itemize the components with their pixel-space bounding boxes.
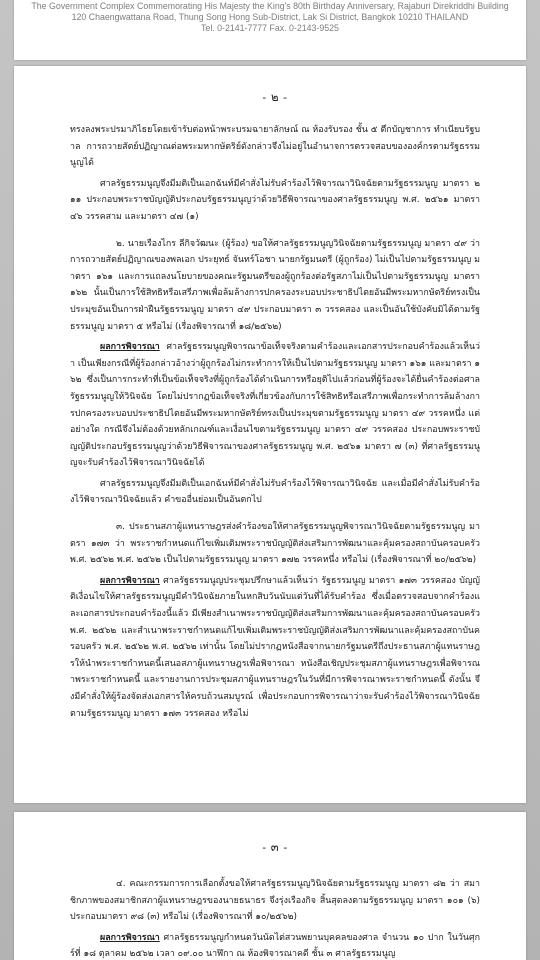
letterhead-line-2: 120 Chaengwattana Road, Thung Song Hong Sub-District, Lak Si District, Bangkok 10210 THAILAND (71, 12, 469, 22)
page-number: - ๓ - (262, 840, 288, 854)
document-page-2 (14, 66, 526, 803)
item-2-text: ๒. นายเรืองไกร ลีกิจวัฒนะ (ผู้ร้อง) ขอให้ศาลรัฐธรรมนูญวินิจฉัยตามรัฐธรรมนูญ มาตรา ๔๙ ว่า การถวายสัตย์ปฏิญาณของพลเอก ประยุทธ์ จันทร์โอชา นายกรัฐมนตรี (ผู้ถูกร้อง) ไม่เป็นไปตามรัฐธรรมนูญ มาตรา ๑๖๑ และการแถลงนโยบายของคณะรัฐมนตรีของผู้ถูกร้องต่อรัฐสภาไม่เป็นไปตามรัฐธรรมนูญ มาตรา ๑๖๒ นั้นเป็นการใช้สิทธิหรือเสรีภาพเพื่อล้มล้างการปกครองระบอบประชาธิปไตยอันมีพระมหากษัตริย์ทรงเป็นประมุขอันเป็นการฝ่าฝืนรัฐธรรมนูญ มาตรา ๔๙ ประกอบมาตรา ๓ วรรคสอง และเป็นอันใช้บังคับมิได้ตามรัฐธรรมนูญ มาตรา ๕ หรือไม่ (เรื่องพิจารณาที่ ๑๘/๒๕๖๒) (70, 238, 480, 332)
letterhead-line-1: The Government Complex Commemorating His Majesty the King's 80th Birthday Anniversary, Rajaburi Direkriddhi Building (31, 1, 509, 11)
item-1-decision: ศาลรัฐธรรมนูญจึงมีมติเป็นเอกฉันท์มีคำสั่งไม่รับคำร้องไว้พิจารณาวินิจฉัยตามรัฐธรรมนูญ มาตรา ๒๑๑ ประกอบพระราชบัญญัติประกอบรัฐธรรมนูญว่าด้วยวิธีพิจารณาของศาลรัฐธรรมนูญ พ.ศ. ๒๕๖๑ มาตรา ๔๖ วรรคสาม และมาตรา ๔๗ (๑) (70, 178, 480, 222)
item-2-result (70, 339, 480, 472)
item-3-result-body: ศาลรัฐธรรมนูญประชุมปรึกษาแล้วเห็นว่า รัฐธรรมนูญ มาตรา ๑๗๓ วรรคสอง บัญญัติเงื่อนไขให้ศาลรัฐธรรมนูญมีคำวินิจฉัยภายในหกสิบวันนับแต่วันที่ได้รับคำร้อง ซึ่งเมื่อตรวจสอบจากคำร้องและเอกสารประกอบคำร้องนี้แล้ว มีเพียงสำเนาพระราชบัญญัติส่งเสริมการพัฒนาและคุ้มครองสถาบันครอบครัว พ.ศ. ๒๕๖๒ และสำเนาพระราชกำหนดแก้ไขเพิ่มเติมพระราชบัญญัติส่งเสริมการพัฒนาและคุ้มครองสถาบันครอบครัว พ.ศ. ๒๕๖๒ พ.ศ. ๒๕๖๒ เท่านั้น โดยไม่ปรากฏหนังสือจากนายกรัฐมนตรีถึงประธานสภาผู้แทนราษฎรให้นำพระราชกำหนดนี้เสนอสภาผู้แทนราษฎรเพื่อพิจารณา หนังสือเชิญประชุมสภาผู้แทนราษฎรเพื่อพิจารณาพระราชกำหนดนี้ และรายงานการประชุมสภาผู้แทนราษฎรในวันที่มีการพิจารณาพระราชกำหนดนี้ ดังนั้น จึงมีคำสั่งให้ผู้ร้องจัดส่งเอกสารให้ครบถ้วนสมบูรณ์ เพื่อประกอบการพิจารณาว่าจะรับคำร้องไว้พิจารณาวินิจฉัยตามรัฐธรรมนูญ มาตรา ๑๗๓ วรรคสอง หรือไม่ (70, 575, 480, 719)
item-4-text: ๔. คณะกรรมการการเลือกตั้งขอให้ศาลรัฐธรรมนูญวินิจฉัยตามรัฐธรรมนูญ มาตรา ๘๒ ว่า สมาชิกภาพของสมาชิกสภาผู้แทนราษฎรของนายธนาธร จึงรุ่งเรืองกิจ สิ้นสุดลงตามรัฐธรรมนูญ มาตรา ๑๐๑ (๖) ประกอบมาตรา ๙๘ (๓) หรือไม่ (เรื่องพิจารณาที่ ๑๐/๒๕๖๒) (70, 879, 480, 923)
page-number: - ๒ - (262, 90, 288, 104)
item-4-result-heading: ผลการพิจารณา (100, 932, 160, 943)
document-page-3 (14, 812, 526, 960)
letterhead-line-3: Tel. 0-2141-7777 Fax. 0-2143-9525 (201, 23, 339, 33)
item-4-result-body: ศาลรัฐธรรมนูญกำหนดวันนัดไต่สวนพยานบุคคลของศาล จำนวน ๑๐ ปาก ในวันศุกร์ที่ ๑๘ ตุลาคม ๒๕๖๒ เวลา ๐๙.๐๐ นาฬิกา ณ ห้องพิจารณาคดี ชั้น ๓ ศาลรัฐธรรมนูญ (70, 932, 480, 960)
item-2-result-heading: ผลการพิจารณา (100, 342, 160, 353)
letterhead (14, 0, 526, 34)
item-2-result-body: ศาลรัฐธรรมนูญพิจารณาข้อเท็จจริงตามคำร้องและเอกสารประกอบคำร้องแล้วเห็นว่า เป็นเพียงกรณีที่ผู้ร้องกล่าวอ้างว่าผู้ถูกร้องไม่กระทำการให้เป็นไปตามรัฐธรรมนูญ มาตรา ๑๖๑ และมาตรา ๑๖๒ ซึ่งเป็นการกระทำที่เป็นข้อเท็จจริงที่ผู้ถูกร้องได้ดำเนินการหรือยุติไปแล้วก่อนที่ผู้ร้องจะได้ยื่นคำร้องต่อศาลรัฐธรรมนูญให้วินิจฉัย โดยไม่ปรากฏข้อเท็จจริงที่เกี่ยวข้องกับการใช้สิทธิหรือเสรีภาพเพื่อกระทำการล้มล้างการปกครองระบอบประชาธิปไตยอันมีพระมหากษัตริย์ทรงเป็นประมุขตามรัฐธรรมนูญ มาตรา ๔๙ วรรคหนึ่ง แต่อย่างใด กรณีจึงไม่ต้องด้วยหลักเกณฑ์และเงื่อนไขตามรัฐธรรมนูญ มาตรา ๔๙ วรรคสอง ประกอบพระราชบัญญัติประกอบรัฐธรรมนูญว่าด้วยวิธีพิจารณาของศาลรัฐธรรมนูญ พ.ศ. ๒๕๖๑ มาตรา ๗ (๓) ที่ศาลรัฐธรรมนูญจะรับคำร้องไว้พิจารณาวินิจฉัยได้ (70, 342, 480, 469)
item-2-decision: ศาลรัฐธรรมนูญจึงมีมติเป็นเอกฉันท์มีคำสั่งไม่รับคำร้องไว้พิจารณาวินิจฉัย และเมื่อมีคำสั่งไม่รับคำร้องไว้พิจารณาวินิจฉัยแล้ว คำขออื่นย่อมเป็นอันตกไป (70, 478, 480, 506)
item-1-continuation: ทรงลงพระปรมาภิไธยโดยเข้ารับต่อหน้าพระบรมฉายาลักษณ์ ณ ห้องรับรอง ชั้น ๕ ตึกบัญชาการ ทำเนียบรัฐบาล การถวายสัตย์ปฏิญาณต่อพระมหากษัตริย์ดังกล่าวจึงไม่อยู่ในอำนาจการตรวจสอบขององค์กรตามรัฐธรรมนูญได้ (70, 125, 480, 169)
item-3-text: ๓. ประธานสภาผู้แทนราษฎรส่งคำร้องขอให้ศาลรัฐธรรมนูญพิจารณาวินิจฉัยตามรัฐธรรมนูญ มาตรา ๑๗๓ ว่า พระราชกำหนดแก้ไขเพิ่มเติมพระราชบัญญัติส่งเสริมการพัฒนาและคุ้มครองสถาบันครอบครัว พ.ศ. ๒๕๖๒ พ.ศ. ๒๕๖๒ เป็นไปตามรัฐธรรมนูญ มาตรา ๑๗๒ วรรคหนึ่ง หรือไม่ (เรื่องพิจารณาที่ ๒๐/๒๕๖๒) (70, 522, 480, 566)
item-4-result (70, 930, 480, 960)
previous-page (14, 0, 526, 60)
item-3-result-heading: ผลการพิจารณา (100, 575, 160, 586)
item-3-result (70, 573, 480, 722)
